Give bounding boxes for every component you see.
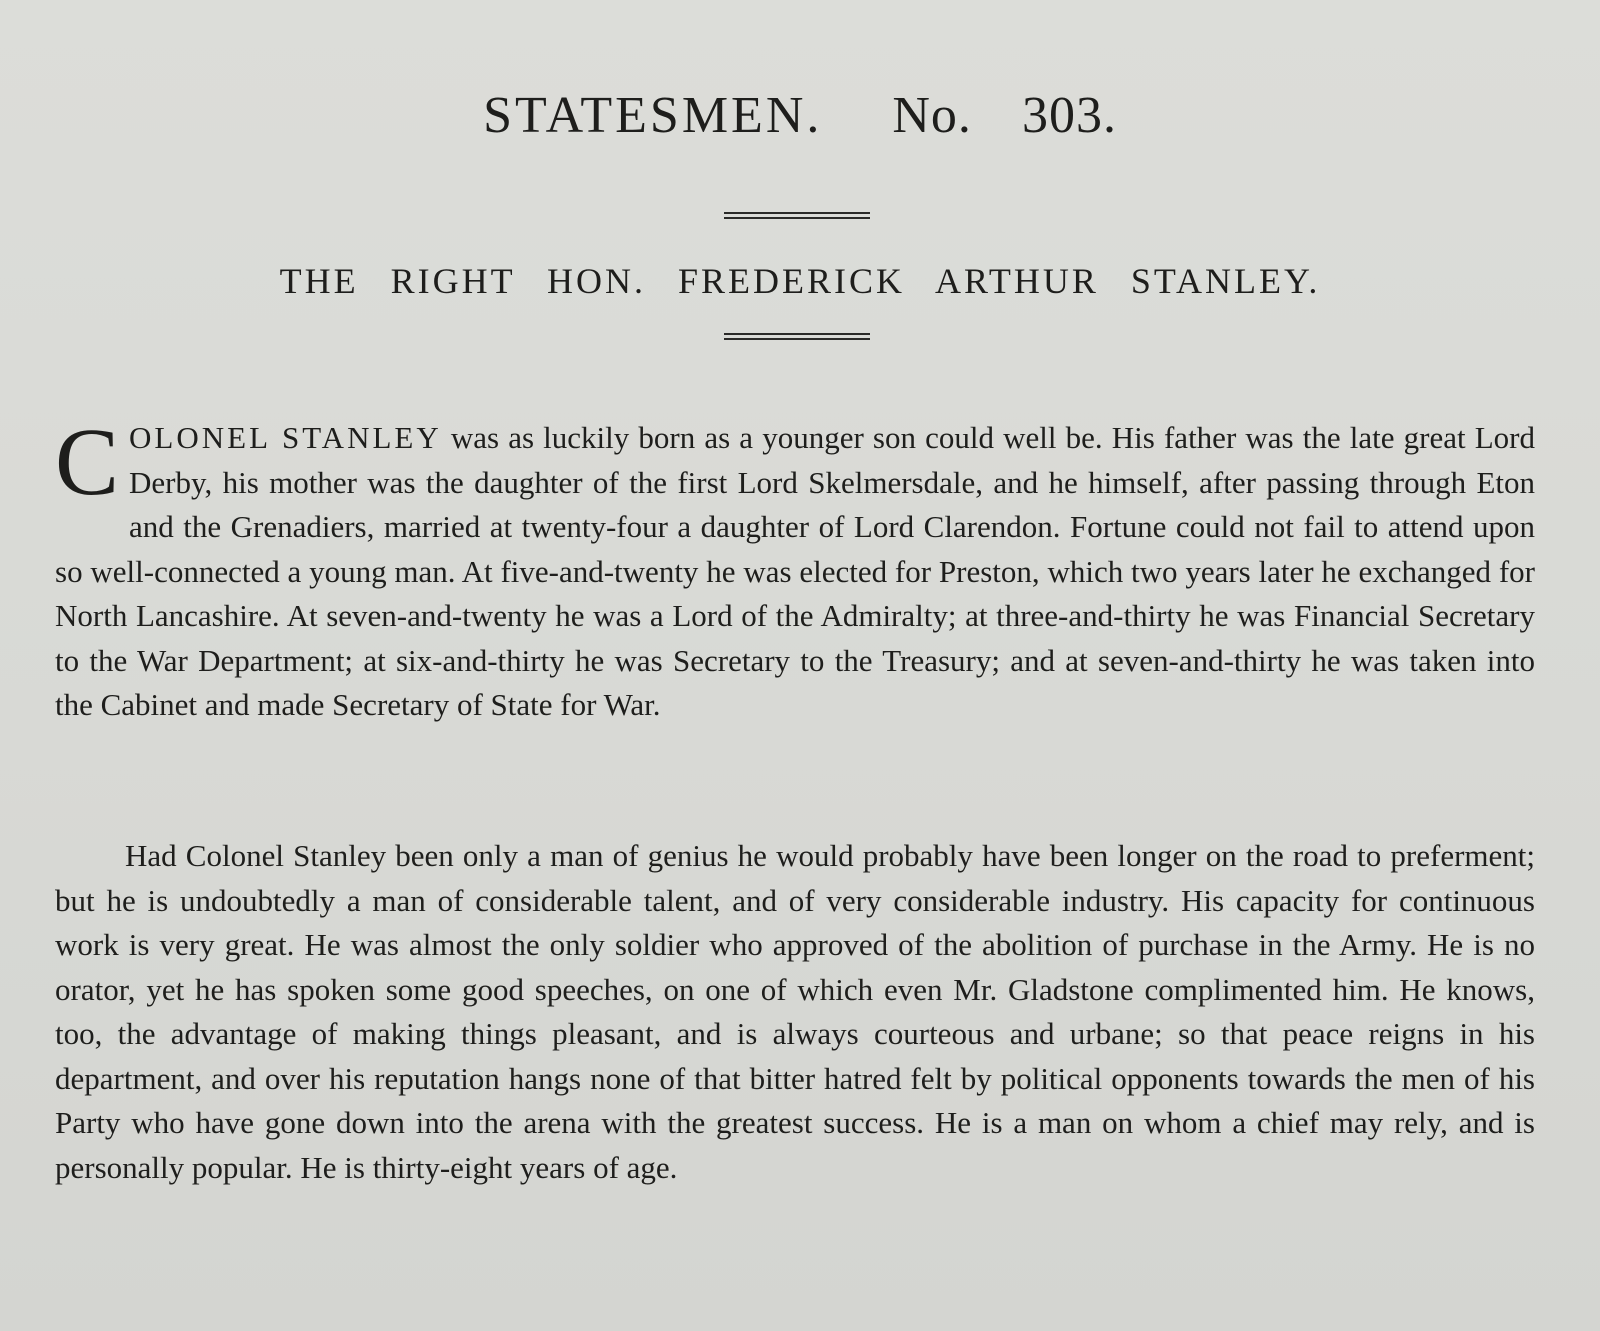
paragraph-1-text: was as luckily born as a younger son could well be. His father was the late great Lord Derby, his mother was the daughter of the first Lord Skelmersdale, and he himself, after passing through Eton and the Grenadiers, married at twenty-four a daughter of Lord Clarendon. Fortune could not fail to attend upon so well-connected a young man. At five-and-twenty he was elected for Preston, which two years later he exchanged for North Lancashire. At seven-and-twenty he was a Lord of the Admiralty; at three-and-thirty he was Financial Secretary to the War Department; at six-and-thirty he was Secretary to the Treasury; and at seven-and-thirty he was taken into the Cabinet and made Secretary of State for War.: [55, 420, 1535, 722]
article-title: THE RIGHT HON. FREDERICK ARTHUR STANLEY.: [279, 261, 1321, 301]
article-number: 303.: [1021, 87, 1117, 144]
double-rule-bottom: [724, 333, 870, 340]
number-label: No.: [892, 87, 972, 144]
double-rule-top: [724, 212, 870, 219]
page-header: [0, 80, 1600, 152]
section-title: STATESMEN.: [483, 87, 823, 144]
paragraph-1: [55, 408, 1535, 728]
drop-cap: C: [55, 408, 120, 515]
lead-caps: OLONEL STANLEY: [129, 420, 442, 455]
paragraph-2: Had Colonel Stanley been only a man of genius he would probably have been longer on the road to preferment; but he is undoubtedly a man of considerable talent, and of very considerable industry. His capacity for continuous work is very great. He was almost the only soldier who approved of the abolition of purchase in the Army. He is no orator, yet he has spoken some good speeches, on one of which even Mr. Gladstone complimented him. He knows, too, the advantage of making things pleasant, and is always courteous and urbane; so that peace reigns in his department, and over his reputation hangs none of that bitter hatred felt by political opponents towards the men of his Party who have gone down into the arena with the greatest success. He is a man on whom a chief may rely, and is personally popular. He is thirty-eight years of age.: [55, 838, 1535, 1185]
